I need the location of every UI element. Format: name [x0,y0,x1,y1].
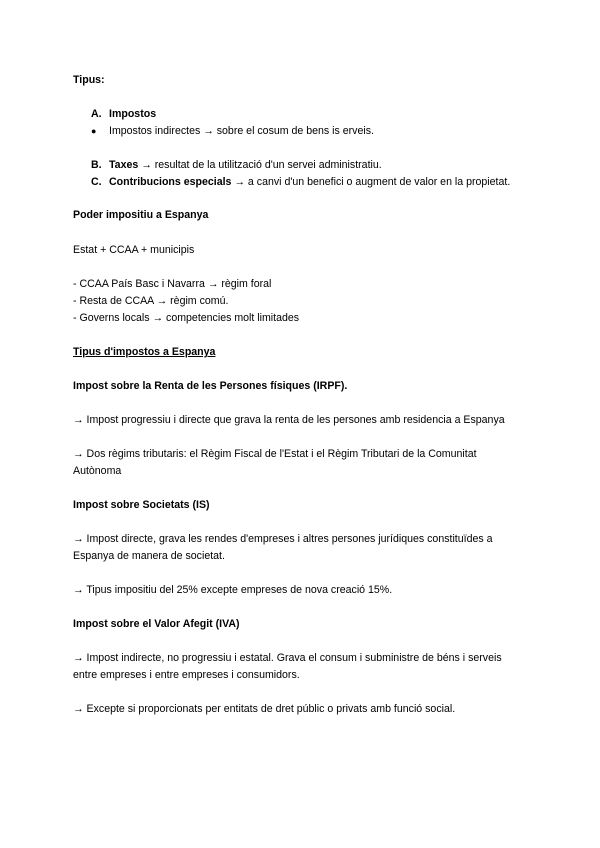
taxes-desc: → resultat de la utilització d'un servei administratiu. [138,159,382,171]
poder-heading: Poder impositiu a Espanya [73,209,209,221]
list-marker-a: A. [91,108,102,120]
irpf-paragraph-1: → Impost progressiu i directe que grava la renta de les persones amb residencia a Espanya [73,414,505,426]
list-item-impostos-indirectes: Impostos indirectes → sobre el cosum de bens is erveis. [109,125,374,137]
list-bullet: ● [91,126,97,136]
poder-item-3: - Governs locals → competencies molt limitades [73,312,300,324]
tipus-impostos-heading: Tipus d'impostos a Espanya [73,346,216,358]
tipus-heading: Tipus: [73,74,105,86]
list-item-impostos: Impostos [109,108,157,120]
poder-formula: Estat + CCAA + municipis [73,244,195,256]
list-item-contribucions [109,176,510,189]
irpf-paragraph-2-line-1: → Dos règims tributaris: el Règim Fiscal de l'Estat i el Règim Tributari de la Comunitat [73,448,477,460]
iva-paragraph-1-line-2: entre empreses i entre empreses i consumidors. [73,669,300,681]
is-paragraph-2: → Tipus impositiu del 25% excepte empreses de nova creació 15%. [73,584,393,596]
irpf-paragraph-2-line-2: Autònoma [73,465,122,477]
is-paragraph-1-line-2: Espanya de manera de societat. [73,550,225,562]
poder-item-2: - Resta de CCAA → règim comú. [73,295,229,307]
list-item-taxes [109,159,382,172]
is-paragraph-1-line-1: → Impost directe, grava les rendes d'empreses i altres persones jurídiques constituïdes a [73,533,493,545]
iva-heading: Impost sobre el Valor Afegit (IVA) [73,618,240,630]
contribucions-desc: → a canvi d'un benefici o augment de valor en la propietat. [231,176,511,188]
iva-paragraph-2: → Excepte si proporcionats per entitats de dret públic o privats amb funció social. [73,703,456,715]
poder-item-1: - CCAA País Basc i Navarra → règim foral [73,278,272,290]
taxes-term: Taxes [109,159,139,171]
contribucions-term: Contribucions especials [109,176,232,188]
iva-paragraph-1-line-1: → Impost indirecte, no progressiu i estatal. Grava el consum i subministre de béns i serveis [73,652,502,664]
list-marker-c: C. [91,176,102,188]
irpf-heading: Impost sobre la Renta de les Persones físiques (IRPF). [73,380,348,392]
is-heading: Impost sobre Societats (IS) [73,499,210,511]
list-marker-b: B. [91,159,102,171]
